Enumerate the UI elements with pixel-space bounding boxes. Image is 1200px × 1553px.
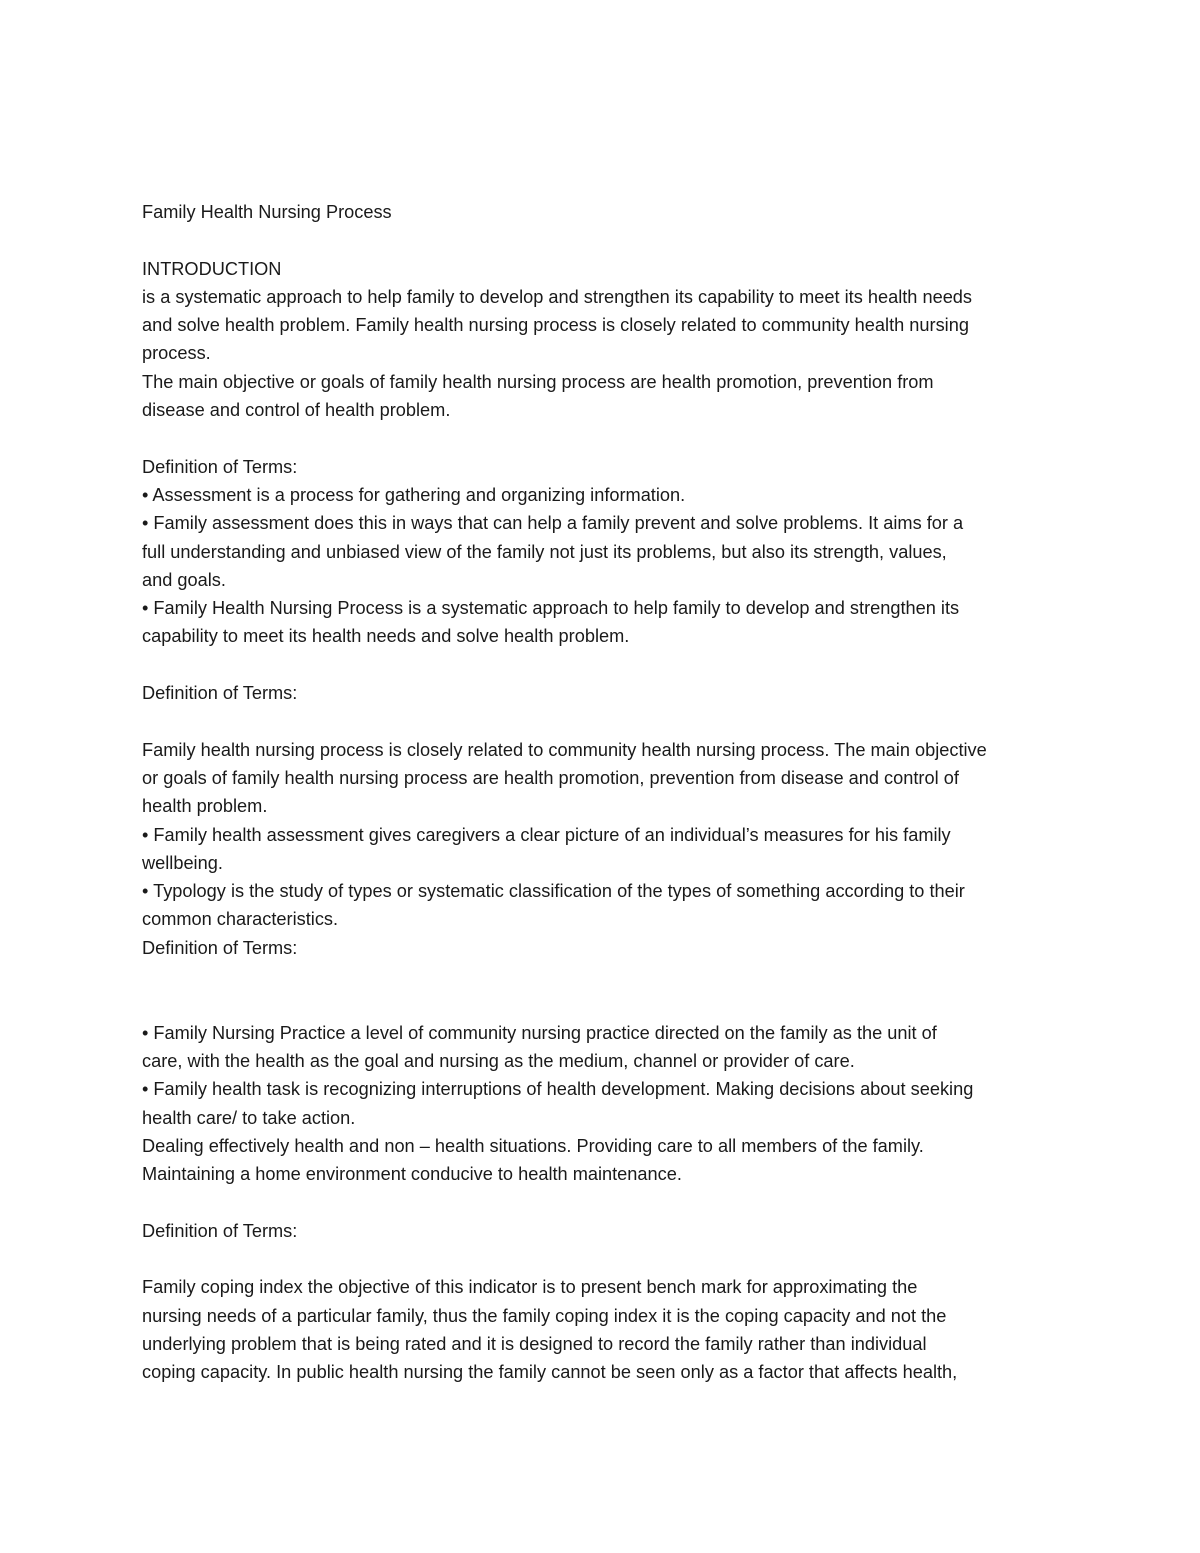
blank-line [142,707,1067,735]
blank-line [142,226,1067,254]
text-line: underlying problem that is being rated and it is designed to record the family rather than individual [142,1333,927,1354]
blank-line [142,962,1067,990]
text-line: Family coping index the objective of this indicator is to present bench mark for approximating the [142,1277,918,1298]
bullet-item: • Family Nursing Practice a level of community nursing practice directed on the family as the unit of [142,1022,937,1043]
section-heading-definitions: Definition of Terms: [142,937,298,958]
text-line: health problem. [142,796,268,817]
blank-line [142,651,1067,679]
bullet-item: • Family assessment does this in ways that can help a family prevent and solve problems. It aims for a [142,513,964,534]
text-line: Family health nursing process is closely related to community health nursing process. The main objective [142,739,987,760]
text-line: and solve health problem. Family health nursing process is closely related to community health nursing [142,315,969,336]
bullet-item: • Assessment is a process for gathering and organizing information. [142,484,686,505]
text-line: Maintaining a home environment conducive to health maintenance. [142,1164,682,1185]
bullet-item: • Family health assessment gives caregivers a clear picture of an individual’s measures for his family [142,824,951,845]
blank-line [142,990,1067,1018]
text-line: nursing needs of a particular family, thus the family coping index it is the coping capacity and not the [142,1305,947,1326]
text-line: and goals. [142,569,226,590]
blank-line [142,1245,1067,1273]
text-line: or goals of family health nursing process are health promotion, prevention from disease and control of [142,767,959,788]
text-line: full understanding and unbiased view of the family not just its problems, but also its strength, values, [142,541,947,562]
text-line: Dealing effectively health and non – health situations. Providing care to all members of the family. [142,1135,924,1156]
section-heading-definitions: Definition of Terms: [142,683,298,704]
document-body [142,198,1067,1386]
text-line: disease and control of health problem. [142,400,451,421]
text-line: common characteristics. [142,909,339,930]
text-line: The main objective or goals of family health nursing process are health promotion, prevention from [142,371,934,392]
document-title: Family Health Nursing Process [142,202,392,222]
text-line: care, with the health as the goal and nursing as the medium, channel or provider of care. [142,1050,855,1071]
text-line: capability to meet its health needs and solve health problem. [142,626,630,647]
bullet-item: • Family Health Nursing Process is a systematic approach to help family to develop and strengthen its [142,598,960,619]
text-line: process. [142,343,211,364]
section-heading-definitions: Definition of Terms: [142,1220,298,1241]
bullet-item: • Typology is the study of types or systematic classification of the types of something according to their [142,881,965,902]
text-line: health care/ to take action. [142,1107,356,1128]
section-heading-definitions: Definition of Terms: [142,456,298,477]
text-line: is a systematic approach to help family to develop and strengthen its capability to meet its health needs [142,286,973,307]
text-line: coping capacity. In public health nursing the family cannot be seen only as a factor that affects health, [142,1362,958,1383]
section-heading-introduction: INTRODUCTION [142,258,282,279]
blank-line [142,424,1067,452]
text-line: wellbeing. [142,852,223,873]
bullet-item: • Family health task is recognizing interruptions of health development. Making decisions about seeking [142,1079,974,1100]
blank-line [142,1188,1067,1216]
